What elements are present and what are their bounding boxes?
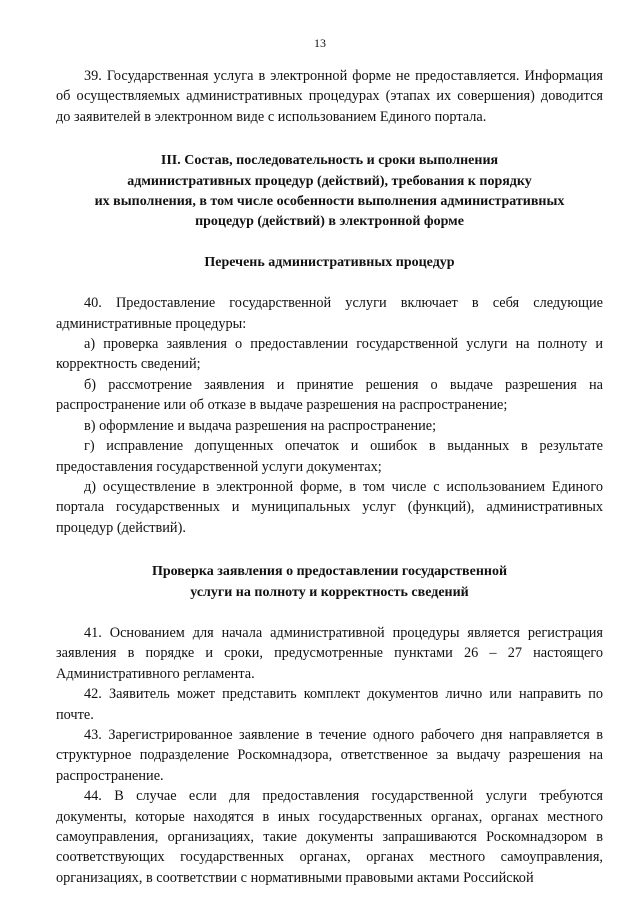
heading-line: услуги на полноту и корректность сведений: [190, 584, 469, 600]
list-item-g: г) исправление допущенных опечаток и ошибок в выданных в результате предоставления государственной услуги документах;: [56, 438, 603, 475]
subheading-application-check: [56, 562, 603, 603]
list-item-v: в) оформление и выдача разрешения на распространение;: [84, 417, 437, 434]
paragraph-39: 39. Государственная услуга в электронной форме не предоставляется. Информация об осуществляемых административных процедурах (этапах их совершения) доводится до заявителей в электронном виде с использованием Единого портала.: [56, 68, 603, 125]
heading-line: III. Состав, последовательность и сроки выполнения: [160, 153, 499, 169]
spacer: [56, 538, 603, 562]
heading-line: Проверка заявления о предоставлении государственной: [151, 564, 508, 580]
list-item-b: б) рассмотрение заявления и принятие решения о выдаче разрешения на распространение или об отказе в выдаче разрешения на распространение;: [56, 376, 603, 414]
section-heading-3: [56, 151, 603, 233]
page-number: 13: [314, 36, 326, 50]
spacer: [56, 127, 603, 151]
spacer: [56, 603, 603, 623]
spacer: [56, 233, 603, 253]
list-item-d: д) осуществление в электронной форме, в том числе с использованием Единого портала государственных и муниципальных услуг (функций), административных процедур (действий).: [56, 478, 603, 536]
document-body: [56, 66, 603, 888]
paragraph-42: 42. Заявитель может представить комплект документов лично или направить по почте.: [56, 686, 603, 723]
paragraph-43: 43. Зарегистрированное заявление в течение одного рабочего дня направляется в структурное подразделение Роскомнадзора, ответственное за выдачу разрешения на распространение.: [56, 726, 603, 784]
paragraph-41: 41. Основанием для начала административной процедуры является регистрация заявления в порядке и сроки, предусмотренные пунктами 26 – 27 настоящего Административного регламента.: [56, 624, 603, 682]
heading-line: административных процедур (действий), требования к порядку: [127, 173, 532, 189]
paragraph-40: 40. Предоставление государственной услуги включает в себя следующие административные процедуры:: [56, 295, 603, 332]
paragraph-44: 44. В случае если для предоставления государственной услуги требуются документы, которые находятся в иных государственных органах, органах местного самоуправления, организациях, такие документы запрашиваются Роскомнадзором в соответствующих государственных органах, органах местного самоуправления, организациях, в соответствии с нормативными правовыми актами Российской: [56, 788, 603, 886]
heading-line: процедур (действий) в электронной форме: [195, 214, 464, 230]
list-item-a: а) проверка заявления о предоставлении государственной услуги на полноту и корректность сведений;: [56, 336, 603, 373]
heading-line: их выполнения, в том числе особенности выполнения административных: [94, 194, 565, 210]
subheading-procedures-list: Перечень административных процедур: [204, 254, 455, 270]
spacer: [56, 273, 603, 293]
